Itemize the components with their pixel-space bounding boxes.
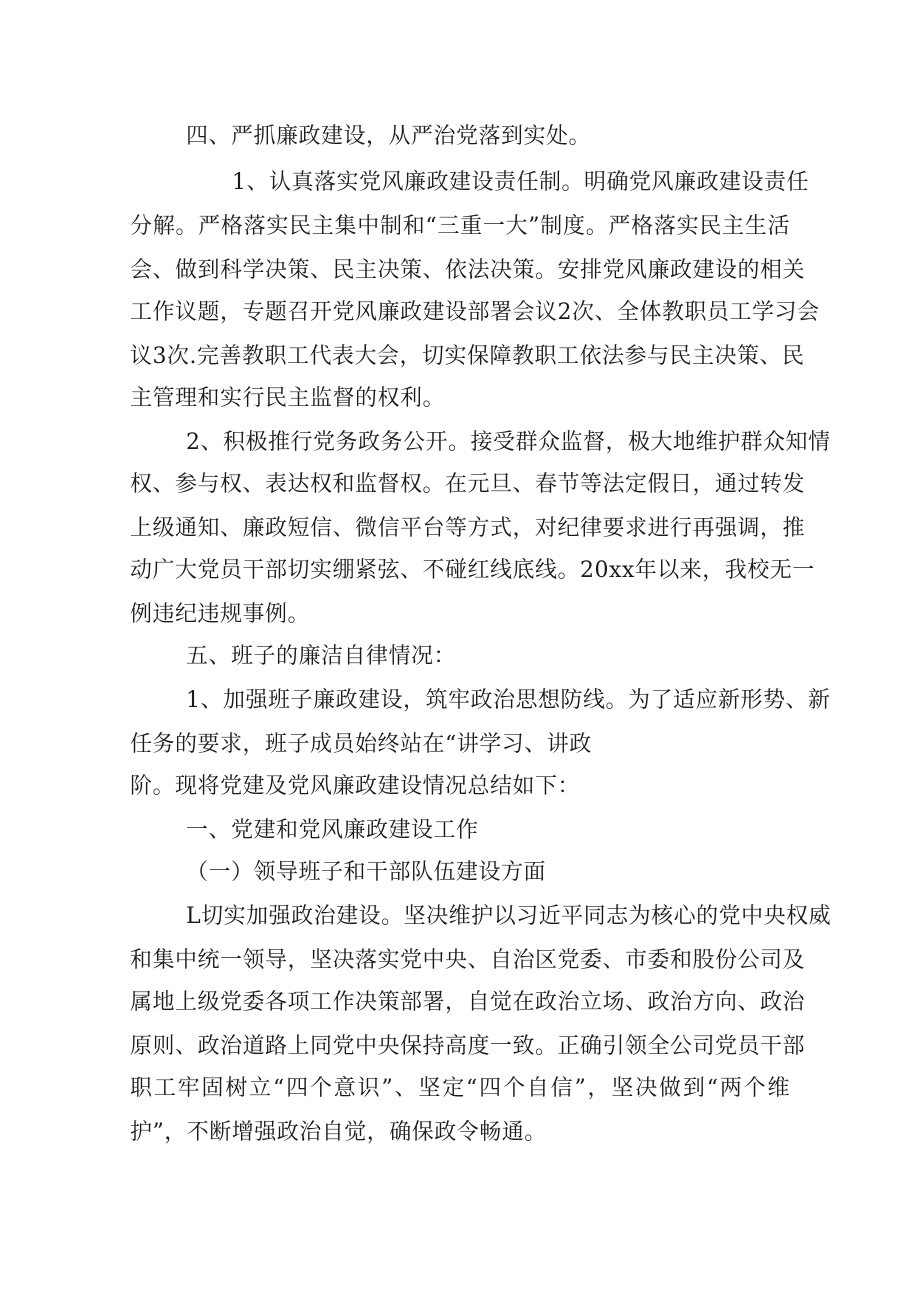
s4-p1-line-5: 议3次.完善教职工代表大会，切实保障教职工依法参与民主决策、民 [130, 344, 805, 369]
s5-p1-line-1: 1、加强班子廉政建设，筑牢政治思想防线。为了适应新形势、新 [186, 688, 831, 713]
s1-p1-line-6: 护”，不断增强政治自觉，确保政令畅通。 [130, 1120, 547, 1145]
s4-p1-line-3: 会、做到科学决策、民主决策、依法决策。安排党风廉政建设的相关 [130, 258, 806, 283]
summary-fragment: 阶。现将党建及党风廉政建设情况总结如下： [130, 774, 581, 799]
s4-p1-line-1: 1、认真落实党风廉政建设责任制。明确党风廉政建设责任 [232, 170, 809, 195]
s1-p1-line-1: L切实加强政治建设。坚决维护以习近平同志为核心的党中央权威 [186, 904, 832, 929]
s4-p1-line-2: 分解。严格落实民主集中制和“三重一大”制度。严格落实民主生活 [130, 214, 790, 239]
s1-p1-line-5: 职工牢固树立“四个意识”、坚定“四个自信”，坚决做到“两个维 [130, 1076, 790, 1101]
s4-p2-line-2: 权、参与权、表达权和监督权。在元旦、春节等法定假日，通过转发 [130, 472, 806, 497]
s1-p1-line-2: 和集中统一领导，坚决落实党中央、自治区党委、市委和股份公司及 [130, 948, 806, 973]
s4-p2-line-5: 例违纪违规事例。 [130, 602, 311, 627]
s1-p1-line-4: 原则、政治道路上同党中央保持高度一致。正确引领全公司党员干部 [130, 1034, 806, 1059]
s1-p1-line-3: 属地上级党委各项工作决策部署，自觉在政治立场、政治方向、政治 [130, 990, 806, 1015]
section-5-heading: 五、班子的廉洁自律情况： [186, 644, 457, 669]
s4-p2-line-3: 上级通知、廉政短信、微信平台等方式，对纪律要求进行再强调，推 [130, 516, 806, 541]
s4-p2-line-4: 动广大党员干部切实绷紧弦、不碰红线底线。20xx年以来，我校无一 [130, 558, 815, 583]
section-1-heading: 一、党建和党风廉政建设工作 [186, 818, 479, 843]
s5-p1-line-2: 任务的要求，班子成员始终站在“讲学习、讲政 [130, 732, 592, 757]
section-1-subheading: （一）领导班子和干部队伍建设方面 [186, 860, 547, 885]
s4-p1-line-6: 主管理和实行民主监督的权利。 [130, 386, 446, 411]
s4-p1-line-4: 工作议题，专题召开党风廉政建设部署会议2次、全体教职员工学习会 [130, 300, 820, 325]
s4-p2-line-1: 2、积极推行党务政务公开。接受群众监督，极大地维护群众知情 [186, 430, 831, 455]
section-4-heading: 四、严抓廉政建设，从严治党落到实处。 [186, 124, 592, 149]
